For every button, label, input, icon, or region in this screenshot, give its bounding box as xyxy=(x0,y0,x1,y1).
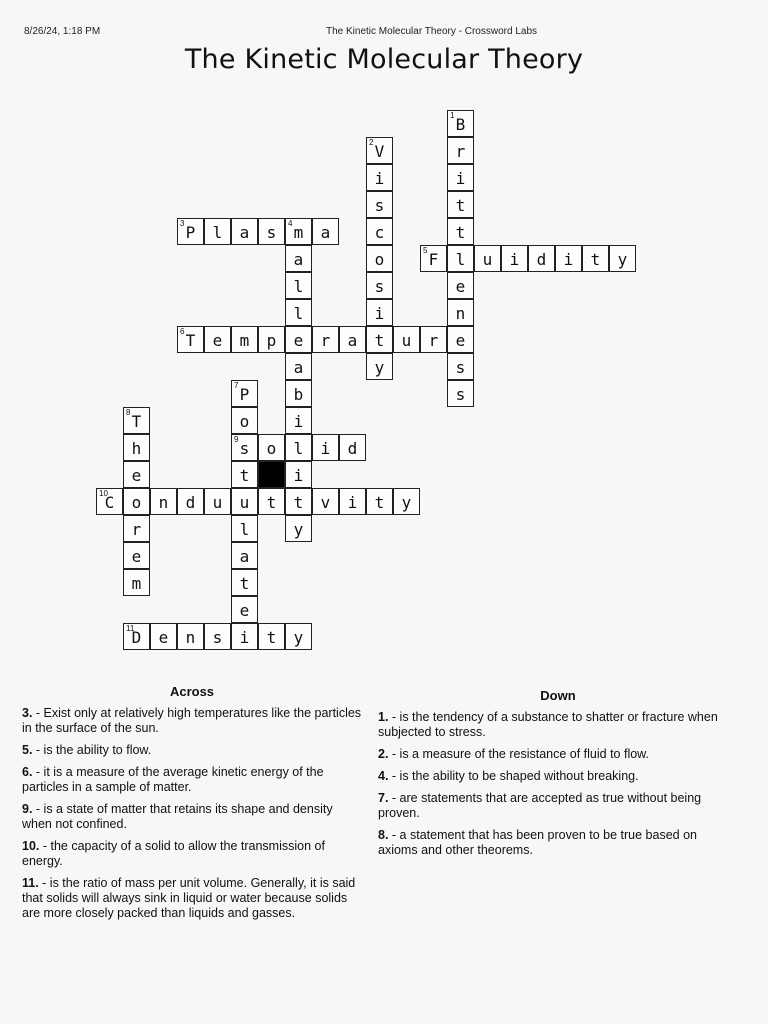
crossword-black-cell xyxy=(258,461,285,488)
clue-text: - Exist only at relatively high temperatures like the particles in the surface of the sun. xyxy=(22,706,362,735)
crossword-cell: i xyxy=(366,299,393,326)
clue-text: - the capacity of a solid to allow the transmission of energy. xyxy=(22,839,325,868)
crossword-cell: y xyxy=(609,245,636,272)
clue-item xyxy=(22,765,362,795)
crossword-cell: l xyxy=(285,299,312,326)
clue-number: 5. xyxy=(22,743,33,757)
clue-number: 10 xyxy=(99,489,108,498)
crossword-cell: t xyxy=(366,488,393,515)
crossword-cell: m xyxy=(231,326,258,353)
print-datetime: 8/26/24, 1:18 PM xyxy=(24,26,101,37)
crossword-cell: V 2 xyxy=(366,137,393,164)
page-title: The Kinetic Molecular Theory xyxy=(184,44,584,75)
crossword-cell: B 1 xyxy=(447,110,474,137)
crossword-cell: C 10 xyxy=(96,488,123,515)
crossword-cell: l xyxy=(447,245,474,272)
crossword-cell: l xyxy=(204,218,231,245)
crossword-cell: a xyxy=(285,245,312,272)
clue-number: 7. xyxy=(378,791,389,805)
crossword-cell: h xyxy=(123,434,150,461)
down-clues xyxy=(378,688,738,865)
down-heading: Down xyxy=(540,688,576,703)
crossword-cell: e xyxy=(447,326,474,353)
clue-number: 2 xyxy=(369,138,374,147)
crossword-cell: e xyxy=(123,542,150,569)
crossword-cell: t xyxy=(258,488,285,515)
crossword-cell: c xyxy=(366,218,393,245)
clue-number: 5 xyxy=(423,246,428,255)
clue-text: - is a state of matter that retains its shape and density when not confined. xyxy=(22,802,333,831)
across-heading: Across xyxy=(169,684,215,699)
crossword-cell: r xyxy=(123,515,150,542)
crossword-cell: t xyxy=(582,245,609,272)
crossword-cell: n xyxy=(150,488,177,515)
clue-item xyxy=(378,828,738,858)
crossword-cell: P 3 xyxy=(177,218,204,245)
crossword-cell: e xyxy=(123,461,150,488)
clue-item xyxy=(22,876,362,921)
crossword-cell: i xyxy=(555,245,582,272)
crossword-cell: s 9 xyxy=(231,434,258,461)
crossword-cell: m xyxy=(123,569,150,596)
clue-item xyxy=(22,802,362,832)
clue-text: - is the ratio of mass per unit volume. Generally, it is said that solids will always sink in liquid or water because solids are more closely packed than liquids and gasses. xyxy=(22,876,356,920)
clue-number: 9 xyxy=(234,435,239,444)
crossword-cell: t xyxy=(447,218,474,245)
clue-item xyxy=(22,839,362,869)
crossword-cell: F 5 xyxy=(420,245,447,272)
crossword-cell: s xyxy=(258,218,285,245)
crossword-cell: y xyxy=(366,353,393,380)
crossword-cell: m 4 xyxy=(285,218,312,245)
clue-number: 11. xyxy=(22,876,39,890)
crossword-cell: s xyxy=(447,353,474,380)
clue-item xyxy=(378,791,738,821)
clue-item xyxy=(378,710,738,740)
crossword-cell: T 8 xyxy=(123,407,150,434)
crossword-cell: n xyxy=(177,623,204,650)
clue-text: - it is a measure of the average kinetic energy of the particles in a sample of matter. xyxy=(22,765,324,794)
crossword-cell: l xyxy=(231,515,258,542)
clue-number: 1 xyxy=(450,111,455,120)
crossword-cell: p xyxy=(258,326,285,353)
crossword-cell: i xyxy=(339,488,366,515)
clue-text: - is the ability to flow. xyxy=(32,743,152,757)
crossword-cell: s xyxy=(447,380,474,407)
crossword-cell: a xyxy=(231,218,258,245)
crossword-cell: T 6 xyxy=(177,326,204,353)
crossword-cell: a xyxy=(231,542,258,569)
crossword-cell: P 7 xyxy=(231,380,258,407)
crossword-cell: d xyxy=(177,488,204,515)
crossword-cell: D 11 xyxy=(123,623,150,650)
crossword-cell: a xyxy=(285,353,312,380)
crossword-cell: u xyxy=(231,488,258,515)
crossword-cell: l xyxy=(285,434,312,461)
crossword-cell: o xyxy=(258,434,285,461)
crossword-cell: n xyxy=(447,299,474,326)
crossword-cell: o xyxy=(123,488,150,515)
crossword-cell: a xyxy=(312,218,339,245)
crossword-cell: t xyxy=(231,569,258,596)
crossword-cell: y xyxy=(393,488,420,515)
crossword-cell: v xyxy=(312,488,339,515)
clue-text: - a statement that has been proven to be true based on axioms and other theorems. xyxy=(378,828,697,857)
crossword-cell: s xyxy=(204,623,231,650)
crossword-cell: t xyxy=(258,623,285,650)
crossword-cell: t xyxy=(285,488,312,515)
clue-item xyxy=(378,769,738,784)
crossword-cell: t xyxy=(231,461,258,488)
crossword-cell: t xyxy=(447,191,474,218)
crossword-cell: e xyxy=(285,326,312,353)
crossword-cell: e xyxy=(231,596,258,623)
crossword-cell: b xyxy=(285,380,312,407)
clue-text: - is the ability to be shaped without breaking. xyxy=(388,769,639,783)
crossword-cell: e xyxy=(150,623,177,650)
crossword-cell: d xyxy=(528,245,555,272)
crossword-cell: i xyxy=(501,245,528,272)
crossword-cell: e xyxy=(447,272,474,299)
clue-number: 6. xyxy=(22,765,33,779)
clue-item xyxy=(22,743,362,758)
crossword-cell: i xyxy=(447,164,474,191)
clue-text: - is the tendency of a substance to shatter or fracture when subjected to stress. xyxy=(378,710,718,739)
clue-item xyxy=(378,747,738,762)
clue-text: - are statements that are accepted as true without being proven. xyxy=(378,791,702,820)
clue-number: 6 xyxy=(180,327,185,336)
clue-number: 3 xyxy=(180,219,185,228)
crossword-cell: t xyxy=(366,326,393,353)
clue-number: 8. xyxy=(378,828,389,842)
crossword-cell: a xyxy=(339,326,366,353)
crossword-cell: i xyxy=(366,164,393,191)
clue-number: 9. xyxy=(22,802,33,816)
print-page-title: The Kinetic Molecular Theory - Crossword Labs xyxy=(326,26,538,37)
crossword-cell: l xyxy=(285,272,312,299)
crossword-cell: i xyxy=(285,407,312,434)
crossword-cell: u xyxy=(204,488,231,515)
crossword-cell: r xyxy=(447,137,474,164)
crossword-cell: u xyxy=(474,245,501,272)
crossword-cell: i xyxy=(312,434,339,461)
clue-number: 4 xyxy=(288,219,293,228)
crossword-cell: i xyxy=(231,623,258,650)
crossword-cell: o xyxy=(366,245,393,272)
clue-number: 2. xyxy=(378,747,389,761)
clue-number: 3. xyxy=(22,706,33,720)
across-clues xyxy=(22,684,362,928)
crossword-cell: y xyxy=(285,515,312,542)
clue-number: 11 xyxy=(126,624,135,633)
clue-item xyxy=(22,706,362,736)
clue-number: 4. xyxy=(378,769,389,783)
clue-number: 8 xyxy=(126,408,131,417)
crossword-cell: u xyxy=(393,326,420,353)
crossword-cell: s xyxy=(366,191,393,218)
crossword-cell: y xyxy=(285,623,312,650)
clue-text: - is a measure of the resistance of fluid to flow. xyxy=(388,747,649,761)
crossword-cell: r xyxy=(312,326,339,353)
crossword-cell: i xyxy=(285,461,312,488)
clue-number: 10. xyxy=(22,839,40,853)
crossword-cell: s xyxy=(366,272,393,299)
clue-number: 1. xyxy=(378,710,389,724)
crossword-cell: r xyxy=(420,326,447,353)
crossword-cell: o xyxy=(231,407,258,434)
crossword-cell: e xyxy=(204,326,231,353)
clue-number: 7 xyxy=(234,381,239,390)
crossword-cell: d xyxy=(339,434,366,461)
